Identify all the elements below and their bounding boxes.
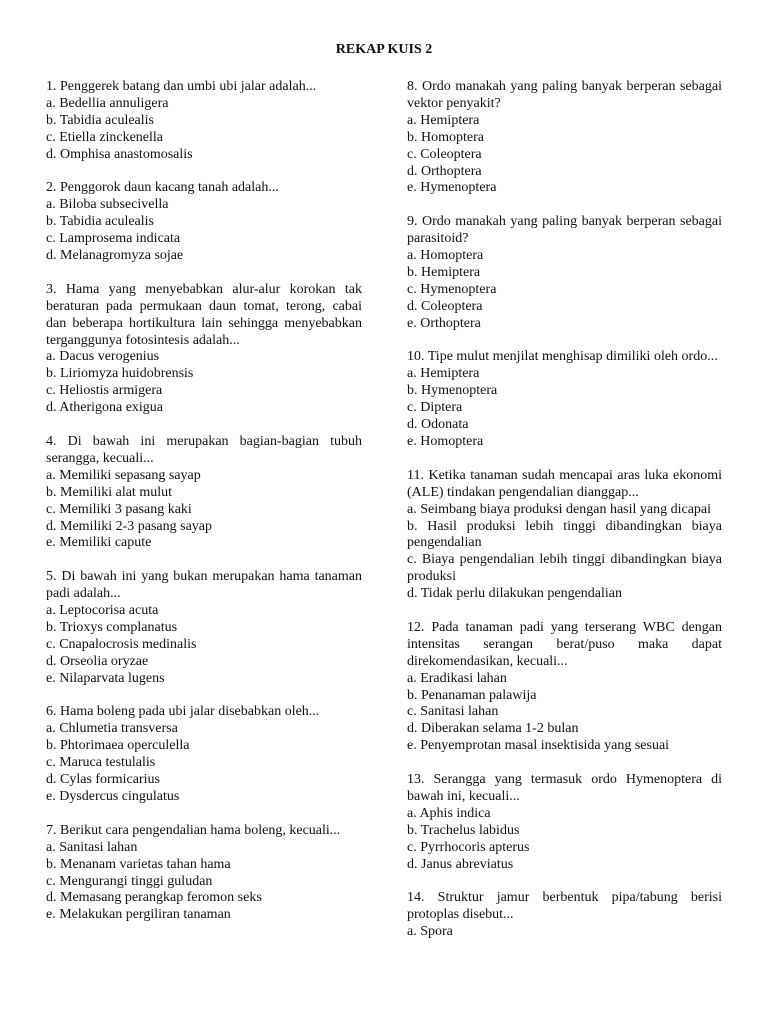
page-title: REKAP KUIS 2 (335, 42, 433, 57)
question-stem: 2. Penggorok daun kacang tanah adalah... (46, 180, 279, 196)
answer-option: b. Liriomyza huidobrensis (46, 366, 194, 382)
answer-option: a. Dacus verogenius (46, 349, 160, 365)
quiz-question (407, 349, 722, 450)
quiz-question (407, 620, 722, 755)
answer-option: a. Seimbang biaya produksi dengan hasil yang dicapai (407, 501, 712, 517)
quiz-question (407, 468, 722, 603)
answer-option: a. Aphis indica (407, 805, 491, 821)
answer-option: b. Hemiptera (407, 264, 481, 280)
answer-option: b. Homoptera (407, 129, 484, 145)
quiz-question (46, 434, 362, 552)
quiz-question (46, 569, 362, 687)
answer-option: d. Omphisa anastomosalis (46, 146, 193, 162)
answer-option: e. Melakukan pergiliran tanaman (46, 907, 231, 923)
answer-option: a. Eradikasi lahan (407, 670, 507, 686)
question-stem: 14. Struktur jamur berbentuk pipa/tabung berisi protoplas disebut... (407, 890, 722, 923)
answer-option: a. Chlumetia transversa (46, 721, 178, 737)
answer-option: a. Sanitasi lahan (46, 839, 138, 855)
right-column (407, 79, 722, 958)
quiz-question (407, 214, 722, 332)
answer-option: e. Orthoptera (407, 315, 481, 331)
answer-option: e. Homoptera (407, 434, 484, 449)
answer-option: c. Diptera (407, 400, 463, 416)
answer-option: b. Phtorimaea operculella (46, 738, 190, 754)
answer-option: a. Bedellia annuligera (46, 95, 169, 111)
answer-option: c. Lamprosema indicata (46, 231, 181, 247)
answer-option: a. Homoptera (407, 248, 484, 264)
answer-option: b. Menanam varietas tahan hama (46, 856, 231, 872)
quiz-question (46, 79, 362, 164)
question-stem: 5. Di bawah ini yang bukan merupakan hama tanaman padi adalah... (46, 569, 362, 602)
answer-option: d. Odonata (407, 417, 469, 433)
question-stem: 13. Serangga yang termasuk ordo Hymenoptera di bawah ini, kecuali... (407, 772, 722, 804)
answer-option: c. Hymenoptera (407, 281, 497, 297)
answer-option: a. Hemiptera (407, 366, 480, 382)
quiz-question (407, 890, 722, 941)
answer-option: b. Trioxys complanatus (46, 619, 178, 635)
answer-option: e. Hymenoptera (407, 180, 497, 196)
answer-option: d. Orseolia oryzae (46, 653, 149, 669)
answer-option: c. Maruca testulalis (46, 755, 156, 771)
question-stem: 9. Ordo manakah yang paling banyak berperan sebagai parasitoid? (407, 214, 722, 247)
answer-option: a. Hemiptera (407, 112, 480, 128)
question-stem: 8. Ordo manakah yang paling banyak berperan sebagai vektor penyakit? (407, 79, 722, 111)
answer-option: d. Janus abreviatus (407, 856, 514, 872)
answer-option: a. Biloba subsecivella (46, 197, 169, 213)
answer-option: c. Memiliki 3 pasang kaki (46, 501, 192, 517)
answer-option: d. Diberakan selama 1-2 bulan (407, 721, 579, 737)
quiz-question (46, 823, 362, 924)
answer-option: b. Hasil produksi lebih tinggi dibandingkan biaya pengendalian (407, 518, 722, 551)
quiz-question (407, 79, 722, 197)
answer-option: e. Dysdercus cingulatus (46, 788, 180, 804)
question-stem: 4. Di bawah ini merupakan bagian-bagian tubuh serangga, kecuali... (46, 433, 362, 466)
answer-option: d. Memiliki 2-3 pasang sayap (46, 518, 213, 534)
question-stem: 10. Tipe mulut menjilat menghisap dimiliki oleh ordo... (407, 349, 718, 365)
answer-option: b. Trachelus labidus (407, 822, 520, 838)
answer-option: d. Tidak perlu dilakukan pengendalian (407, 586, 623, 602)
answer-option: c. Heliostis armigera (46, 383, 163, 399)
answer-option: c. Cnapalocrosis medinalis (46, 636, 197, 652)
left-column (46, 79, 362, 941)
answer-option: c. Biaya pengendalian lebih tinggi dibandingkan biaya produksi (407, 552, 722, 585)
answer-option: d. Memasang perangkap feromon seks (46, 890, 262, 906)
answer-option: a. Leptocorisa acuta (46, 603, 159, 619)
quiz-question (46, 180, 362, 265)
answer-option: e. Nilaparvata lugens (46, 670, 165, 686)
answer-option: b. Hymenoptera (407, 383, 498, 399)
answer-option: b. Memiliki alat mulut (46, 484, 172, 500)
question-stem: 7. Berikut cara pengendalian hama boleng, kecuali... (46, 822, 341, 838)
question-stem: 3. Hama yang menyebabkan alur-alur korokan tak beraturan pada permukaan daun tomat, terong, cabai dan beberapa hortikultura lain sehingga menyebabkan terganggunya fotosintesis adalah... (46, 281, 362, 348)
answer-option: c. Sanitasi lahan (407, 704, 499, 720)
answer-option: b. Tabidia aculealis (46, 112, 155, 128)
answer-option: d. Atherigona exigua (46, 400, 164, 416)
answer-option: e. Penyemprotan masal insektisida yang sesuai (407, 738, 670, 754)
answer-option: a. Spora (407, 924, 453, 940)
answer-option: b. Tabidia aculealis (46, 214, 155, 230)
answer-option: d. Orthoptera (407, 163, 482, 179)
answer-option: c. Coleoptera (407, 146, 482, 162)
quiz-question (407, 772, 722, 873)
answer-option: d. Coleoptera (407, 298, 483, 314)
answer-option: c. Mengurangi tinggi guludan (46, 873, 213, 889)
answer-option: e. Memiliki capute (46, 535, 152, 551)
question-stem: 11. Ketika tanaman sudah mencapai aras luka ekonomi (ALE) tindakan pengendalian dianggap... (407, 467, 722, 500)
answer-option: d. Melanagromyza sojae (46, 248, 184, 264)
answer-option: d. Cylas formicarius (46, 772, 160, 788)
quiz-question (46, 282, 362, 417)
answer-option: c. Pyrrhocoris apterus (407, 839, 530, 855)
question-stem: 1. Penggerek batang dan umbi ubi jalar adalah... (46, 79, 317, 94)
answer-option: a. Memiliki sepasang sayap (46, 467, 201, 483)
answer-option: b. Penanaman palawija (407, 687, 537, 703)
answer-option: c. Etiella zinckenella (46, 129, 163, 145)
question-stem: 6. Hama boleng pada ubi jalar disebabkan oleh... (46, 704, 320, 720)
quiz-question (46, 704, 362, 805)
question-stem: 12. Pada tanaman padi yang terserang WBC dengan intensitas serangan berat/puso maka dapat direkomendasikan, kecuali... (407, 619, 722, 669)
